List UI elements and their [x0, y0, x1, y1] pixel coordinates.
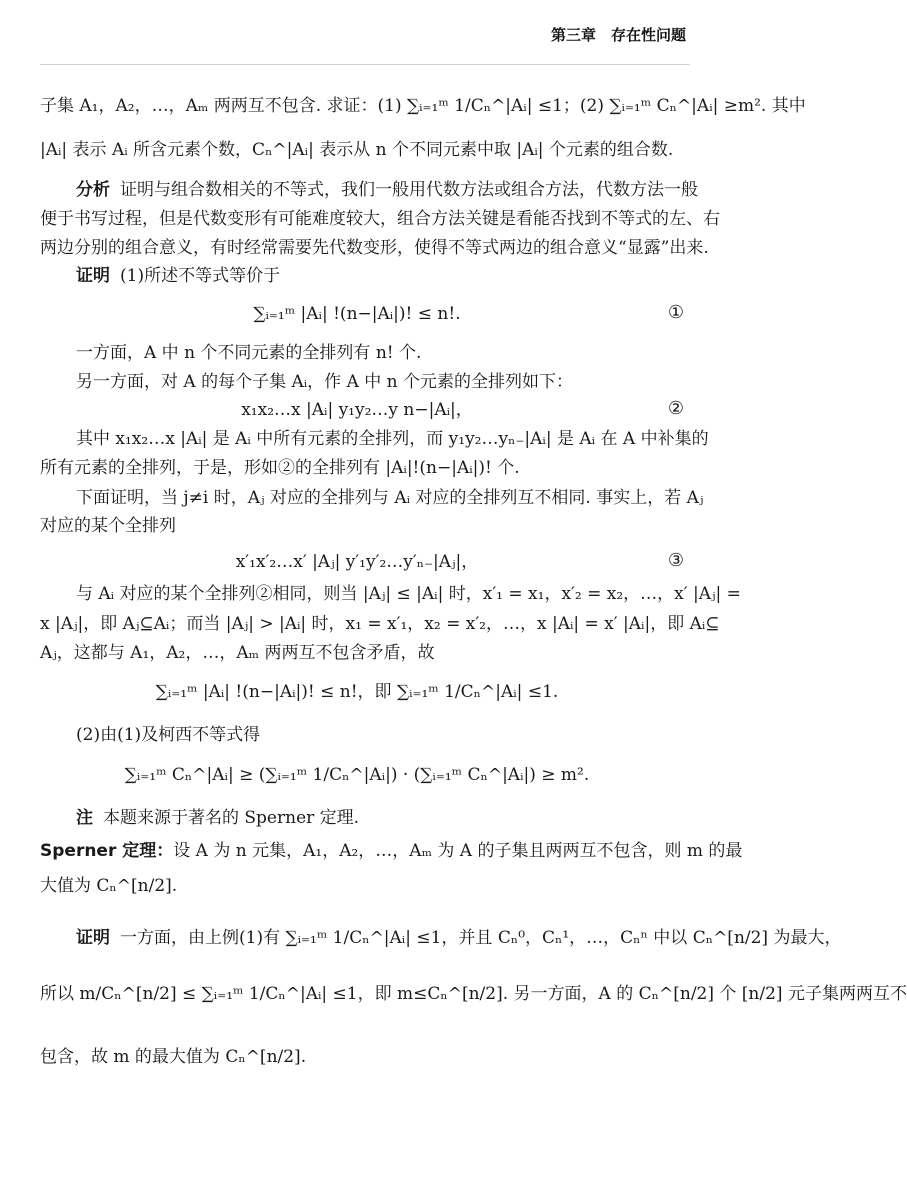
text-line: 对应的某个全排列 — [40, 516, 176, 536]
text-line: 一方面，A 中 n 个不同元素的全排列有 n! 个. — [76, 343, 422, 363]
text-line: x |Aⱼ|，即 Aⱼ⊆Aᵢ；而当 |Aⱼ| > |Aᵢ| 时，x₁ = x′₁，x₂ = x′₂，…，x |Aᵢ| = x′ |Aᵢ|，即 Aᵢ⊆ — [40, 614, 720, 634]
text-line: 两边分别的组合意义，有时经常需要先代数变形，使得不等式两边的组合意义“显露”出来. — [40, 238, 709, 258]
text-line: 便于书写过程，但是代数变形有可能难度较大，组合方法关键是看能否找到不等式的左、右 — [40, 209, 720, 229]
text-span: 一方面，由上例(1)有 ∑ᵢ₌₁ᵐ 1/Cₙ^|Aᵢ| ≤1，并且 Cₙ⁰，Cₙ¹，…，Cₙⁿ 中以 Cₙ^[n/2] 为最大， — [120, 928, 842, 948]
header-divider — [40, 64, 690, 65]
equation-1: ∑ᵢ₌₁ᵐ |Aᵢ| !(n−|Aᵢ|)! ≤ n!. — [253, 304, 461, 324]
text-line: 与 Aᵢ 对应的某个全排列②相同，则当 |Aⱼ| ≤ |Aᵢ| 时，x′₁ = x₁，x′₂ = x₂，…，x′ |Aⱼ| = — [76, 584, 741, 604]
text-line: |Aᵢ| 表示 Aᵢ 所含元素个数，Cₙ^|Aᵢ| 表示从 n 个不同元素中取 |Aᵢ| 个元素的组合数. — [40, 140, 674, 160]
analysis-line — [76, 178, 698, 202]
text-line: 下面证明，当 j≠i 时，Aⱼ 对应的全排列与 Aᵢ 对应的全排列互不相同. 事实上，若 Aⱼ — [76, 488, 704, 508]
proof-label: 证明 — [76, 266, 110, 286]
text-span: 本题来源于著名的 Sperner 定理. — [103, 808, 360, 828]
note-label: 注 — [76, 808, 93, 828]
text-line: 所以 m/Cₙ^[n/2] ≤ ∑ᵢ₌₁ᵐ 1/Cₙ^|Aᵢ| ≤1，即 m≤Cₙ^[n/2]. 另一方面，A 的 Cₙ^[n/2] 个 [n/2] 元子集两两互不 — [40, 984, 907, 1004]
equation-3: x′₁x′₂…x′ |Aⱼ| y′₁y′₂…y′ₙ₋|Aⱼ|， — [235, 552, 479, 572]
proof2-line — [76, 926, 842, 950]
text-line: 其中 x₁x₂…x |Aᵢ| 是 Aᵢ 中所有元素的全排列，而 y₁y₂…yₙ₋|Aᵢ| 是 Aᵢ 在 A 中补集的 — [76, 429, 709, 449]
text-line: 大值为 Cₙ^[n/2]. — [40, 876, 178, 896]
text-line: 所有元素的全排列，于是，形如②的全排列有 |Aᵢ|!(n−|Aᵢ|)! 个. — [40, 458, 520, 478]
text-line: 子集 A₁，A₂，…，Aₘ 两两互不包含. 求证：(1) ∑ᵢ₌₁ᵐ 1/Cₙ^|Aᵢ| ≤1；(2) ∑ᵢ₌₁ᵐ Cₙ^|Aᵢ| ≥m². 其中 — [40, 96, 806, 116]
equation-4: ∑ᵢ₌₁ᵐ |Aᵢ| !(n−|Aᵢ|)! ≤ n!，即 ∑ᵢ₌₁ᵐ 1/Cₙ^|Aᵢ| ≤1. — [155, 682, 559, 702]
proof2-label: 证明 — [76, 928, 110, 948]
equation-number-2: ② — [667, 398, 684, 419]
analysis-label: 分析 — [76, 180, 110, 200]
text-span: (1)所述不等式等价于 — [120, 266, 281, 286]
text-line: Aⱼ，这都与 A₁，A₂，…，Aₘ 两两互不包含矛盾，故 — [40, 643, 435, 663]
equation-5: ∑ᵢ₌₁ᵐ Cₙ^|Aᵢ| ≥ (∑ᵢ₌₁ᵐ 1/Cₙ^|Aᵢ|) · (∑ᵢ₌₁ᵐ Cₙ^|Aᵢ|) ≥ m². — [124, 765, 590, 785]
note-line — [76, 806, 690, 830]
sperner-line — [40, 839, 743, 863]
proof-line — [76, 264, 690, 288]
text-line: (2)由(1)及柯西不等式得 — [76, 725, 261, 745]
text-line: 另一方面，对 A 的每个子集 Aᵢ，作 A 中 n 个元素的全排列如下： — [76, 372, 574, 392]
text-span: 设 A 为 n 元集，A₁，A₂，…，Aₘ 为 A 的子集且两两互不包含，则 m 的最 — [173, 841, 743, 861]
equation-number-3: ③ — [667, 550, 684, 571]
chapter-header: 第三章 存在性问题 — [550, 26, 686, 44]
sperner-label: Sperner 定理： — [40, 841, 174, 861]
text-span: 证明与组合数相关的不等式，我们一般用代数方法或组合方法，代数方法一般 — [120, 180, 698, 200]
text-line: 包含，故 m 的最大值为 Cₙ^[n/2]. — [40, 1047, 307, 1067]
equation-2: x₁x₂…x |Aᵢ| y₁y₂…y n−|Aᵢ|， — [241, 400, 473, 420]
equation-number-1: ① — [667, 302, 684, 323]
